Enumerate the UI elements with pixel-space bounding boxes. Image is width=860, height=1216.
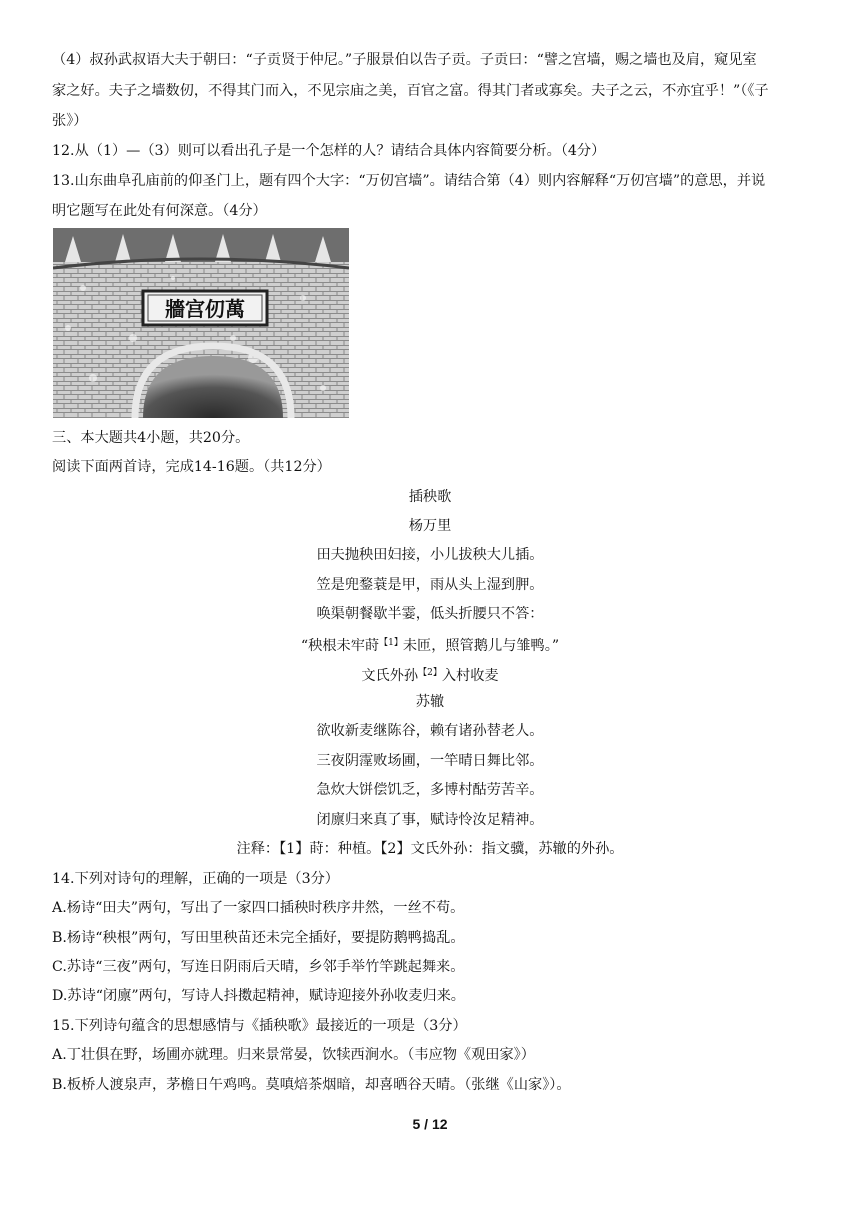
poem1-line-1: 田夫抛秧田妇接，小儿拔秧大儿插。 [316, 547, 544, 563]
poem1-title: 插秧歌 [408, 489, 452, 505]
poem1-line-2: 笠是兜鍪蓑是甲，雨从头上湿到胛。 [316, 577, 544, 593]
note-mark-1: 【1】 [379, 638, 403, 648]
poem2-author: 苏辙 [415, 694, 445, 710]
question-14-option-b: B.杨诗“秧根”两句，写田里秧苗还未完全插好，要提防鹅鸭捣乱。 [52, 930, 465, 946]
passage4-line1: （4）叔孙武叔语大夫于朝曰：“子贡贤于仲尼。”子服景伯以告子贡。子贡曰：“譬之宫墙，赐之墙也及肩，窥见室 [52, 52, 757, 68]
question-14-stem: 14.下列对诗句的理解，正确的一项是（3分） [52, 871, 339, 887]
question-15-option-a: A.丁壮俱在野，场圃亦就理。归来景常晏，饮犊西涧水。（韦应物《观田家》） [52, 1047, 535, 1063]
question-14-option-d: D.苏诗“闭廪”两句，写诗人抖擞起精神，赋诗迎接外孙收麦归来。 [52, 988, 465, 1004]
poem2-line-4: 闭廪归来真了事，赋诗怜汝足精神。 [316, 812, 544, 828]
section-3-intro: 阅读下面两首诗，完成14-16题。（共12分） [52, 459, 331, 475]
poem1-line-4a: “秧根未牢莳 [300, 638, 380, 654]
poem2-line-1: 欲收新麦继陈谷，赖有诸孙替老人。 [316, 723, 544, 739]
passage4-line2: 家之好。夫子之墙数仞，不得其门而入，不见宗庙之美，百官之富。得其门者或寡矣。夫子之云，不亦宜乎！”（《子 [52, 83, 769, 99]
page-number: 5 / 12 [412, 1116, 448, 1132]
passage4-line3: 张》） [52, 113, 88, 129]
question-14-option-a: A.杨诗“田夫”两句，写出了一家四口插秧时秩序井然，一丝不苟。 [52, 900, 465, 916]
note-mark-2: 【2】 [418, 668, 442, 678]
poem-notes: 注释：【1】莳：种植。【2】文氏外孙：指文骥，苏辙的外孙。 [236, 841, 624, 857]
poem2-title [0, 663, 860, 686]
poem2-line-2: 三夜阴霪败场圃，一竿晴日舞比邻。 [316, 753, 544, 769]
poem1-author: 杨万里 [408, 518, 452, 534]
poem1-line-3: 唤渠朝餐歇半霎，低头折腰只不答： [316, 606, 544, 622]
poem1-line-4b: 未匝，照管鹅儿与雏鸭。” [402, 638, 560, 654]
section-3-heading: 三、本大题共4小题，共20分。 [52, 430, 250, 446]
question-13-line2: 明它题写在此处有何深意。（4分） [52, 203, 267, 219]
question-14-option-c: C.苏诗“三夜”两句，写连日阴雨后天晴，乡邻手举竹竿跳起舞来。 [52, 959, 465, 975]
poem2-line-3: 急炊大饼偿饥乏，多博村酤劳苦辛。 [316, 782, 544, 798]
question-15-stem: 15.下列诗句蕴含的思想感情与《插秧歌》最接近的一项是（3分） [52, 1018, 467, 1034]
poem2-title-a: 文氏外孙 [361, 668, 419, 684]
temple-gate-photo [53, 228, 349, 418]
poem1-line-4 [0, 633, 860, 656]
question-15-option-b: B.板桥人渡泉声，茅檐日午鸡鸣。莫嗔焙茶烟暗，却喜晒谷天晴。（张继《山家》）。 [52, 1077, 571, 1093]
question-12: 12.从（1）—（3）则可以看出孔子是一个怎样的人？请结合具体内容简要分析。（4分） [52, 143, 606, 159]
question-13-line1: 13.山东曲阜孔庙前的仰圣门上，题有四个大字：“万仞宫墙”。请结合第（4）则内容解释“万仞宫墙”的意思，并说 [52, 173, 766, 189]
poem2-title-b: 入村收麦 [441, 668, 499, 684]
plaque-text: 牆宫仞萬 [165, 297, 245, 321]
